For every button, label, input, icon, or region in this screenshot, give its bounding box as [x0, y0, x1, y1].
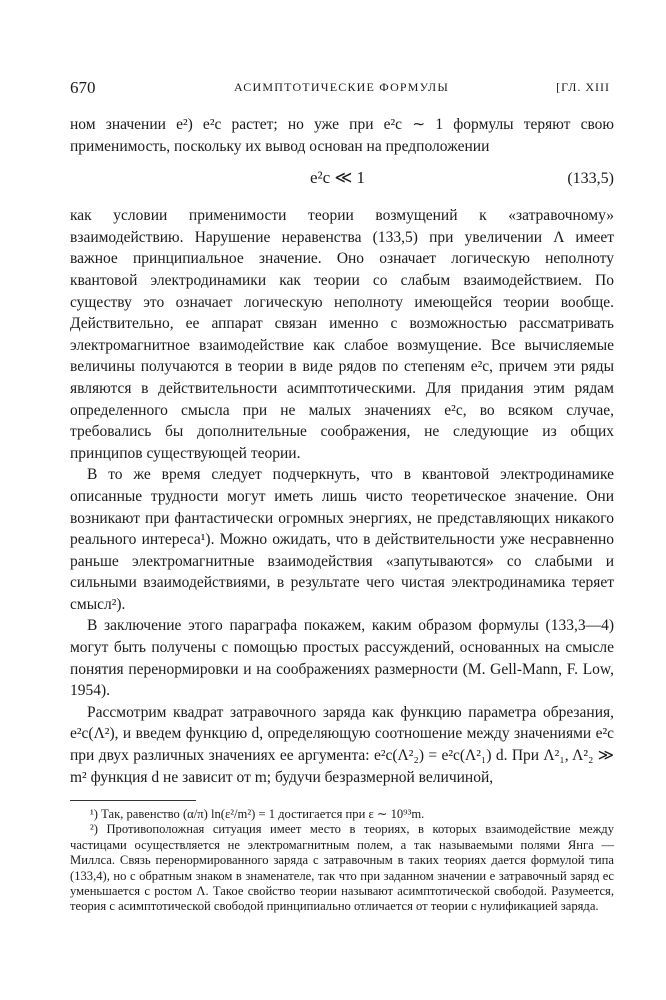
footnote-1: ¹) Так, равенство (α/π) ln(ε²/m²) = 1 достигается при ε ∼ 10⁹³m. [90, 807, 425, 821]
equation-formula: e²c ≪ 1 [310, 168, 365, 188]
chapter-label: [ГЛ. XIII [556, 80, 610, 94]
paragraph-difficulties: В то же время следует подчеркнуть, что в квантовой электродинамике описанные трудности могут иметь лишь чисто теоретическое значение. Они возникают при фантастически огромных энергиях, не представляющих никакого реального интереса¹). Можно ожидать, что в действительности уже несравненно раньше электромагнитные взаимодействия «запутываются» со слабыми и сильными взаимодействиями, в результате чего чистая электродинамика теряет смысл²). [70, 466, 614, 613]
equation-number: (133,5) [567, 170, 614, 188]
paragraph-conclusion: В заключение этого параграфа покажем, каким образом формулы (133,3—4) могут быть получены с помощью простых рассуждений, основанных на смысле понятия перенормировки и на соображениях размерности (M. Gell-Mann, F. Low, 1954). [70, 617, 614, 700]
main-text [70, 114, 614, 788]
footnote-2: ²) Противоположная ситуация имеет место в теориях, в которых взаимодействие между частицами осуществляется не электромагнитным полем, а так называемыми полями Янга — Миллса. Связь перенормированного заряда с затравочным в таких теориях дается формулой типа (133,4), но с обратным знаком в знаменателе, так что при заданном значении e затравочный заряд eс уменьшается с ростом Λ. Такое свойство теории называют асимптотической свободой. Разумеется, теория с асимптотической свободой принципиально отличается от теории с нулификацией заряда. [70, 822, 614, 914]
page-header [70, 78, 610, 100]
footnotes [70, 807, 614, 915]
paragraph-bare-charge: Рассмотрим квадрат затравочного заряда как функцию параметра обрезания, e²c(Λ²), и введем функцию d, определяющую соотношение между значениями e²c при двух различных значениях ее аргумента: e²c(Λ²₂) = e²c(Λ²₁) d. При Λ²₁, Λ²₂ ≫ m² функция d не зависит от m; будучи безразмерной величиной, [70, 703, 614, 786]
footnote-divider [70, 800, 196, 801]
page-number: 670 [70, 78, 96, 97]
running-title: АСИМПТОТИЧЕСКИЕ ФОРМУЛЫ [234, 80, 450, 94]
equation-133-5 [70, 159, 614, 201]
paragraph-continuation: ном значении e²) e²c растет; но уже при e²c ∼ 1 формулы теряют свою применимость, поскольку их вывод основан на предположении [70, 116, 614, 155]
paragraph-applicability: как условии применимости теории возмущений к «затравочному» взаимодействию. Нарушение неравенства (133,5) при увеличении Λ имеет важное принципиальное значение. Оно означает логическую неполноту квантовой электродинамики как теории со слабым взаимодействием. По существу это означает логическую неполноту имеющейся теории вообще. Действительно, ее аппарат связан именно с возможностью рассматривать электромагнитное взаимодействие как слабое возмущение. Все вычисляемые величины получаются в теории в виде рядов по степеням e²c, причем эти ряды являются в действительности асимптотическими. Для придания этим рядам определенного смысла при не малых значениях e²c, во всяком случае, требовались бы дополнительные соображения, не следующие из общих принципов существующей теории. [70, 207, 614, 462]
